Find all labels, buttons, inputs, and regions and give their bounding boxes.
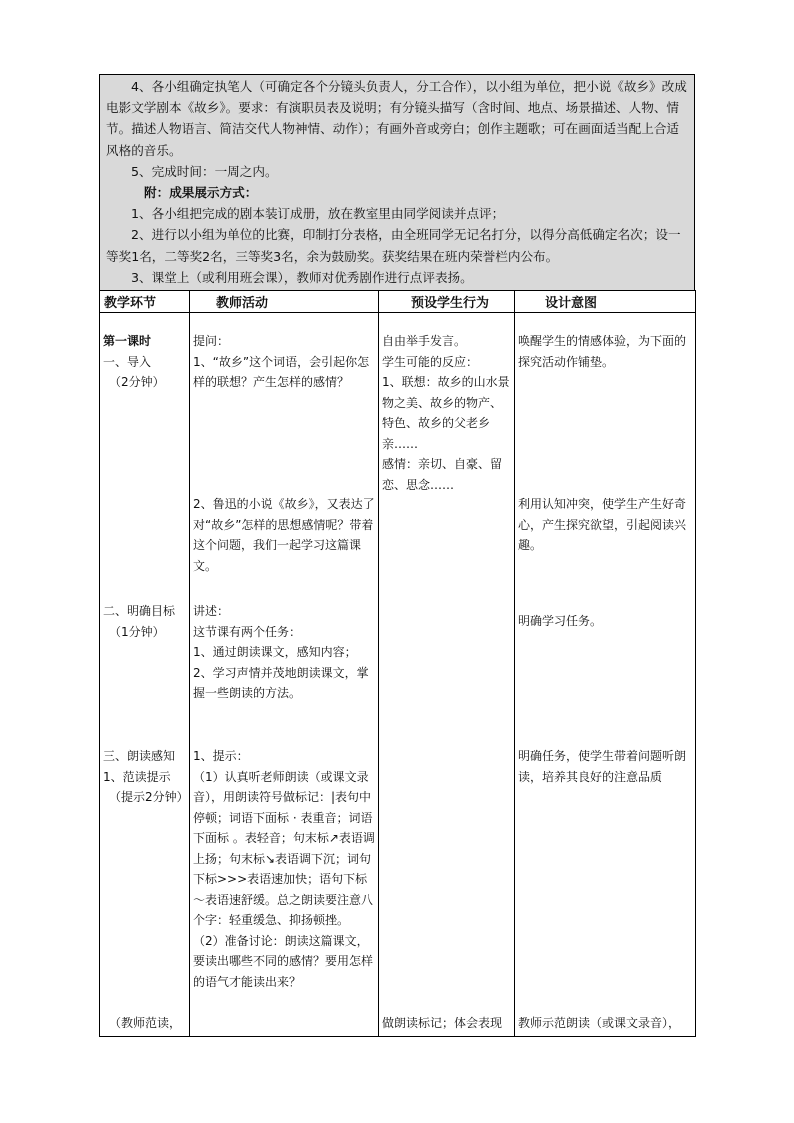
student-block-2: [382, 1013, 511, 1034]
table-header-row: [100, 291, 696, 313]
step-title: 一、导入: [103, 354, 152, 369]
step-block-3: [103, 746, 189, 808]
intent-block-1: 唤醒学生的情感体验，为下面的探究活动作铺垫。: [518, 334, 687, 369]
teacher-text: 提问：: [193, 334, 230, 349]
assignment-item-5: 5、完成时间：一周之内。: [131, 163, 278, 179]
teacher-text: 1、提示：: [193, 749, 249, 764]
intent-block-3: 明确学习任务。: [518, 614, 603, 629]
step-block-4: [103, 1013, 186, 1034]
intent-block-4: 明确任务，使学生带着问题听朗读，培养其良好的注意品质: [518, 749, 687, 784]
step-block-1: [103, 331, 186, 393]
teacher-text: （2）准备讨论：朗读这篇课文，要读出哪些不同的感情？要用怎样的语气才能读出来？: [193, 933, 374, 989]
assignment-item-4: 4、各小组确定执笔人（可确定各个分镜头负责人，分工合作），以小组为单位，把小说《故乡》改成电影文学剧本《故乡》。要求：有演职员表及说明；有分镜头描写（含时间、地点、场景描述、人物、情节。描述人物语言、简洁交代人物神情、动作）；有画外音或旁白；创作主题歌；可在画面适当配上合适风格的音乐。: [106, 79, 687, 158]
cell-teaching-step: [100, 313, 190, 1037]
teacher-block-1: [193, 331, 375, 393]
teacher-text: 1、“故乡”这个词语，会引起你怎样的联想？产生怎样的感情？: [193, 354, 370, 390]
intent-block-5: 教师示范朗读（或课文录音），: [518, 1016, 681, 1031]
step-title: （教师范读，: [109, 1016, 182, 1031]
appendix-item-2: 2、进行以小组为单位的比赛，印制打分表格，由全班同学无记名打分，以得分高低确定名次；设一等奖1名，二等奖2名，三等奖3名，余为鼓励奖。获奖结果在班内荣誉栏内公布。: [106, 227, 681, 264]
teacher-block-3: [193, 601, 375, 704]
assignment-box: [99, 74, 695, 290]
table-row: [100, 313, 696, 1037]
lesson-label: 第一课时: [103, 334, 152, 349]
teacher-text: 2、鲁迅的小说《故乡》，又表达了对“故乡”怎样的思想感情呢？带着这个问题，我们一起学习这篇课文。: [193, 497, 375, 573]
teacher-text: 这节课有两个任务：: [193, 624, 302, 639]
student-block-1: [382, 331, 511, 495]
cell-teacher-activity: [190, 313, 379, 1037]
lesson-plan-table: [99, 290, 696, 1037]
step-time: （提示2分钟）: [109, 790, 189, 805]
student-text: 1、联想：故乡的山水景物之美、故乡的物产、特色、故乡的父老乡亲……: [382, 375, 510, 451]
teacher-block-4: [193, 746, 375, 992]
teacher-text: 1、通过朗读课文，感知内容；: [193, 645, 357, 660]
student-text: 自由举手发言。: [382, 334, 467, 349]
step-title: 二、明确目标: [103, 604, 176, 619]
cell-student-behavior: [379, 313, 515, 1037]
cell-design-intent: [515, 313, 696, 1037]
header-design-intent: 设计意图: [515, 291, 696, 313]
header-teacher-activity: 教师活动: [190, 291, 379, 313]
step-title: 三、朗读感知: [103, 749, 176, 764]
header-teaching-step: 教学环节: [100, 291, 190, 313]
header-student-behavior: 预设学生行为: [379, 291, 515, 313]
student-text: 学生可能的反应：: [382, 354, 479, 369]
step-subtitle: 1、范读提示: [103, 769, 171, 784]
step-block-2: [103, 601, 186, 642]
step-time: （2分钟）: [109, 375, 165, 390]
teacher-text: 讲述：: [193, 604, 230, 619]
step-time: （1分钟）: [109, 624, 165, 639]
student-text: 做朗读标记；体会表现: [382, 1016, 503, 1031]
document-page: [99, 74, 695, 1037]
teacher-text: （1）认真听老师朗读（或课文录音），用朗读符号做标记：|表句中停顿；词语下面标 · 表重音；词语下面标 。表轻音；句末标↗表语调上扬；句末标↘表语调下沉；词句下标>>>表语速加快；语句下标～表语速舒缓。总之朗读要注意八个字：轻重缓急、抑扬顿挫。: [193, 769, 375, 928]
teacher-block-2: [193, 494, 375, 576]
student-text: 感情：亲切、自豪、留恋、思念……: [382, 457, 503, 492]
intent-block-2: 利用认知冲突，使学生产生好奇心，产生探究欲望，引起阅读兴趣。: [518, 497, 687, 553]
appendix-item-1: 1、各小组把完成的剧本装订成册，放在教室里由同学阅读并点评；: [131, 206, 505, 222]
teacher-text: 2、学习声情并茂地朗读课文，掌握一些朗读的方法。: [193, 665, 369, 701]
appendix-title: 附：成果展示方式：: [144, 185, 258, 201]
appendix-item-3: 3、课堂上（或利用班会课），教师对优秀剧作进行点评表扬。: [131, 269, 473, 285]
